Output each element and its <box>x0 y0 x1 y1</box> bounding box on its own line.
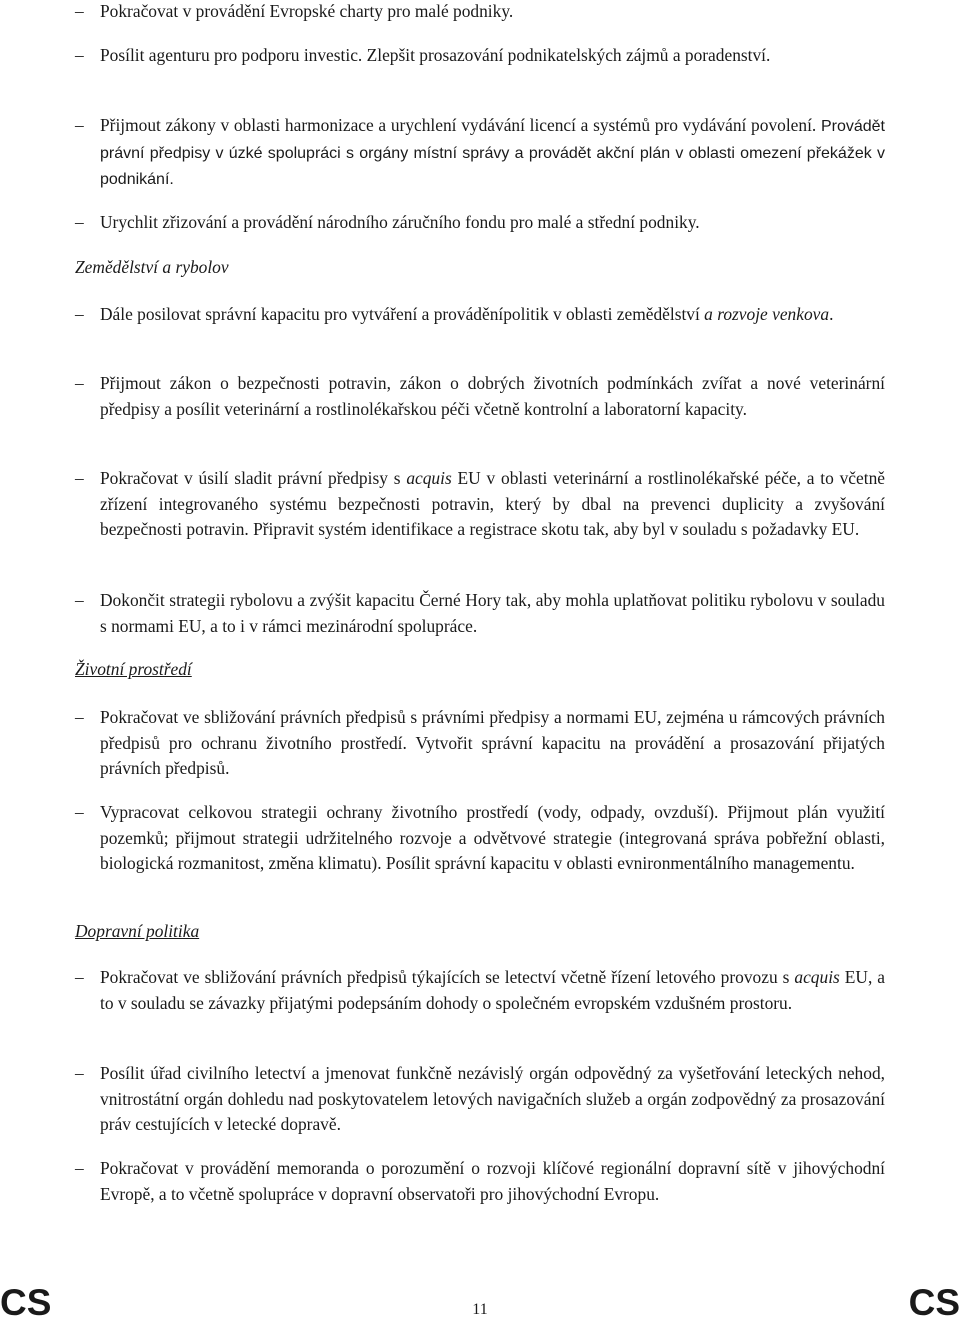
list-item <box>75 43 885 69</box>
list-item <box>75 210 885 236</box>
list-item <box>75 588 885 639</box>
dash-bullet: – <box>75 590 84 610</box>
item-text-end: EU, a to v souladu se závazky přijatými podepsáním dohody o společném evropském vzdušném prostoru. <box>100 967 885 1013</box>
list-item <box>75 0 885 25</box>
item-text: Urychlit zřizování a provádění národního záručního fondu pro malé a střední podniky. <box>100 212 700 232</box>
footer-language-left: CS <box>0 1282 52 1323</box>
list-item <box>75 371 885 422</box>
list-item <box>75 965 885 1016</box>
item-text-italic: acquis <box>406 468 452 488</box>
item-text: Pokračovat v provádění memoranda o porozumění o rozvoji klíčové regionální dopravní sítě v jihovýchodní Evropě, a to včetně spolupráce v dopravní observatoři pro jihovýchodní Evropu. <box>100 1158 885 1204</box>
list-item <box>75 466 885 543</box>
item-text-end: EU v oblasti veterinární a rostlinolékařské péče, a to včetně zřízení integrovaného systému bezpečnosti potravin, který by dbal na prevenci duplicity a zvyšování bezpečnosti potravin. Připravit systém identifikace a registrace skotu tak, aby byl v souladu s požadavky EU. <box>100 468 885 539</box>
dash-bullet: – <box>75 967 84 987</box>
item-text-sans: Provádět právní předpisy v úzké spolupráci s orgány místní správy a provádět akční plán v oblasti omezení překážek v podnikání. <box>100 118 885 188</box>
item-text: Přijmout zákony v oblasti harmonizace a urychlení vydávání licencí a systémů pro vydávání povolení. <box>100 115 821 135</box>
item-text: Dále posilovat správní kapacitu pro vytváření a prováděnípolitik v oblasti zemědělství <box>100 304 705 324</box>
item-text: Pokračovat v provádění Evropské charty pro malé podniky. <box>100 1 514 21</box>
dash-bullet: – <box>75 1063 84 1083</box>
list-item <box>75 113 885 193</box>
dash-bullet: – <box>75 212 84 232</box>
dash-bullet: – <box>75 304 84 324</box>
item-text: Vypracovat celkovou strategii ochrany životního prostředí (vody, odpady, ovzduší). Přijmout plán využití pozemků; přijmout strategii udržitelného rozvoje a odvětvové strategie (integrovaná správa pobřežní oblasti, biologická rozmanitost, změna klimatu). Posílit správní kapacitu v oblasti evnironmentálního managementu. <box>100 802 885 873</box>
section-heading: Životní prostředí <box>75 659 192 679</box>
dash-bullet: – <box>75 1 84 21</box>
item-text-end: . <box>829 304 834 324</box>
item-text: Posílit úřad civilního letectví a jmenovat funkčně nezávislý orgán odpovědný za vyšetřování leteckých nehod, vnitrostátní orgán dohledu nad poskytovatelem letových navigačních služeb a orgán zodpovědný za prosazování práv cestujících v letecké dopravě. <box>100 1063 885 1134</box>
item-text: Dokončit strategii rybolovu a zvýšit kapacitu Černé Hory tak, aby mohla uplatňovat politiku rybolovu v souladu s normami EU, a to i v rámci mezinárodní spolupráce. <box>100 590 885 636</box>
list-item <box>75 1061 885 1138</box>
section-heading: Zemědělství a rybolov <box>75 257 229 277</box>
dash-bullet: – <box>75 1158 84 1178</box>
item-text: Posílit agenturu pro podporu investic. Zlepšit prosazování podnikatelských zájmů a poradenství. <box>100 45 771 65</box>
dash-bullet: – <box>75 45 84 65</box>
item-text: Pokračovat ve sbližování právních předpisů s právními předpisy a normami EU, zejména u rámcových právních předpisů pro ochranu životního prostředí. Vytvořit správní kapacitu na provádění a prosazování přijatých právních předpisů. <box>100 707 885 778</box>
section-heading: Dopravní politika <box>75 921 200 941</box>
dash-bullet: – <box>75 373 84 393</box>
item-text-italic: acquis <box>794 967 840 987</box>
list-item <box>75 302 885 328</box>
dash-bullet: – <box>75 802 84 822</box>
dash-bullet: – <box>75 707 84 727</box>
dash-bullet: – <box>75 468 84 488</box>
item-text: Pokračovat ve sbližování právních předpisů týkajících se letectví včetně řízení letového provozu s <box>100 967 795 987</box>
item-text: Pokračovat v úsilí sladit právní předpisy s <box>100 468 407 488</box>
list-item <box>75 1156 885 1207</box>
list-item <box>75 800 885 877</box>
item-text-italic: a rozvoje venkova <box>704 304 830 324</box>
list-item <box>75 705 885 782</box>
page-number: 11 <box>472 1301 488 1318</box>
footer-language-right: CS <box>908 1282 960 1323</box>
item-text: Přijmout zákon o bezpečnosti potravin, zákon o dobrých životních podmínkách zvířat a nové veterinární předpisy a posílit veterinární a rostlinolékařskou péči včetně kontrolní a laboratorní kapacity. <box>100 373 885 419</box>
dash-bullet: – <box>75 115 84 135</box>
